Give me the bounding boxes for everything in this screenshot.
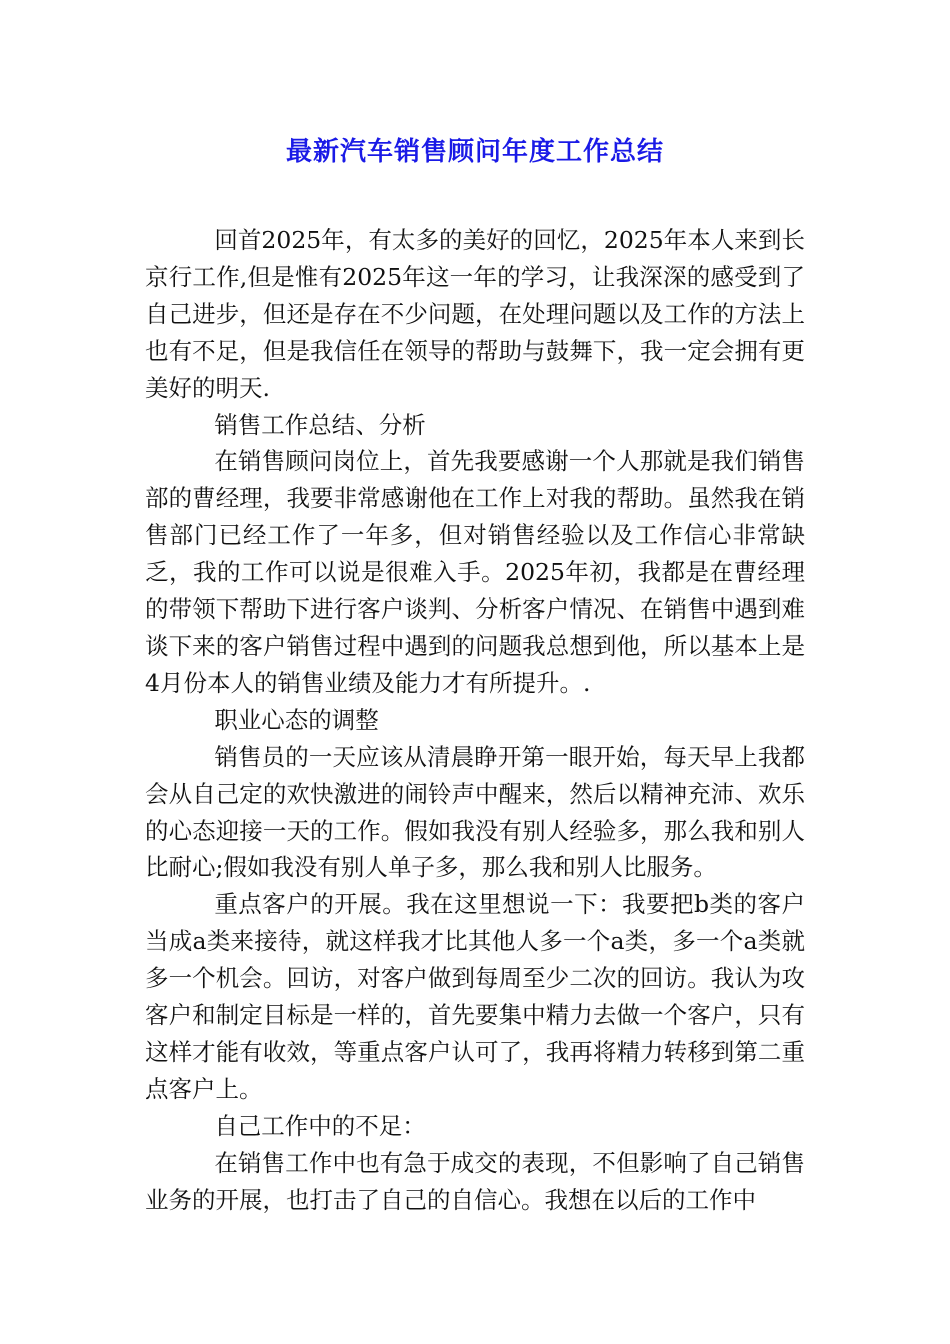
paragraph-sales-summary: 在销售顾问岗位上，首先我要感谢一个人那就是我们销售部的曹经理，我要非常感谢他在工作上对我的帮助。虽然我在销售部门已经工作了一年多，但对销售经验以及工作信心非常缺乏，我的工作可以说是很难入手。2025年初，我都是在曹经理的带领下帮助下进行客户谈判、分析客户情况、在销售中遇到难谈下来的客户销售过程中遇到的问题我总想到他，所以基本上是4月份本人的销售业绩及能力才有所提升。. <box>145 447 805 697</box>
section-heading-sales-summary: 销售工作总结、分析 <box>214 410 426 439</box>
section-heading-mindset: 职业心态的调整 <box>214 705 379 734</box>
paragraph-shortcomings: 在销售工作中也有急于成交的表现，不但影响了自己销售业务的开展，也打击了自己的自信心。我想在以后的工作中 <box>145 1148 805 1214</box>
document-body <box>145 222 805 1218</box>
section-heading-shortcomings: 自己工作中的不足： <box>214 1111 426 1140</box>
paragraph-mindset: 销售员的一天应该从清晨睁开第一眼开始，每天早上我都会从自己定的欢快激进的闹铃声中醒来，然后以精神充沛、欢乐的心态迎接一天的工作。假如我没有别人经验多，那么我和别人比耐心;假如我没有别人单子多，那么我和别人比服务。 <box>145 742 805 882</box>
paragraph-intro: 回首2025年，有太多的美好的回忆，2025年本人来到长京行工作,但是惟有2025年这一年的学习，让我深深的感受到了自己进步，但还是存在不少问题，在处理问题以及工作的方法上也有不足，但是我信任在领导的帮助与鼓舞下，我一定会拥有更美好的明天. <box>145 226 805 402</box>
document-title: 最新汽车销售顾问年度工作总结 <box>285 137 664 167</box>
paragraph-key-customers: 重点客户的开展。我在这里想说一下：我要把b类的客户当成a类来接待，就这样我才比其他人多一个a类，多一个a类就多一个机会。回访，对客户做到每周至少二次的回访。我认为攻客户和制定目标是一样的，首先要集中精力去做一个客户，只有这样才能有收效，等重点客户认可了，我再将精力转移到第二重点客户上。 <box>145 890 805 1103</box>
